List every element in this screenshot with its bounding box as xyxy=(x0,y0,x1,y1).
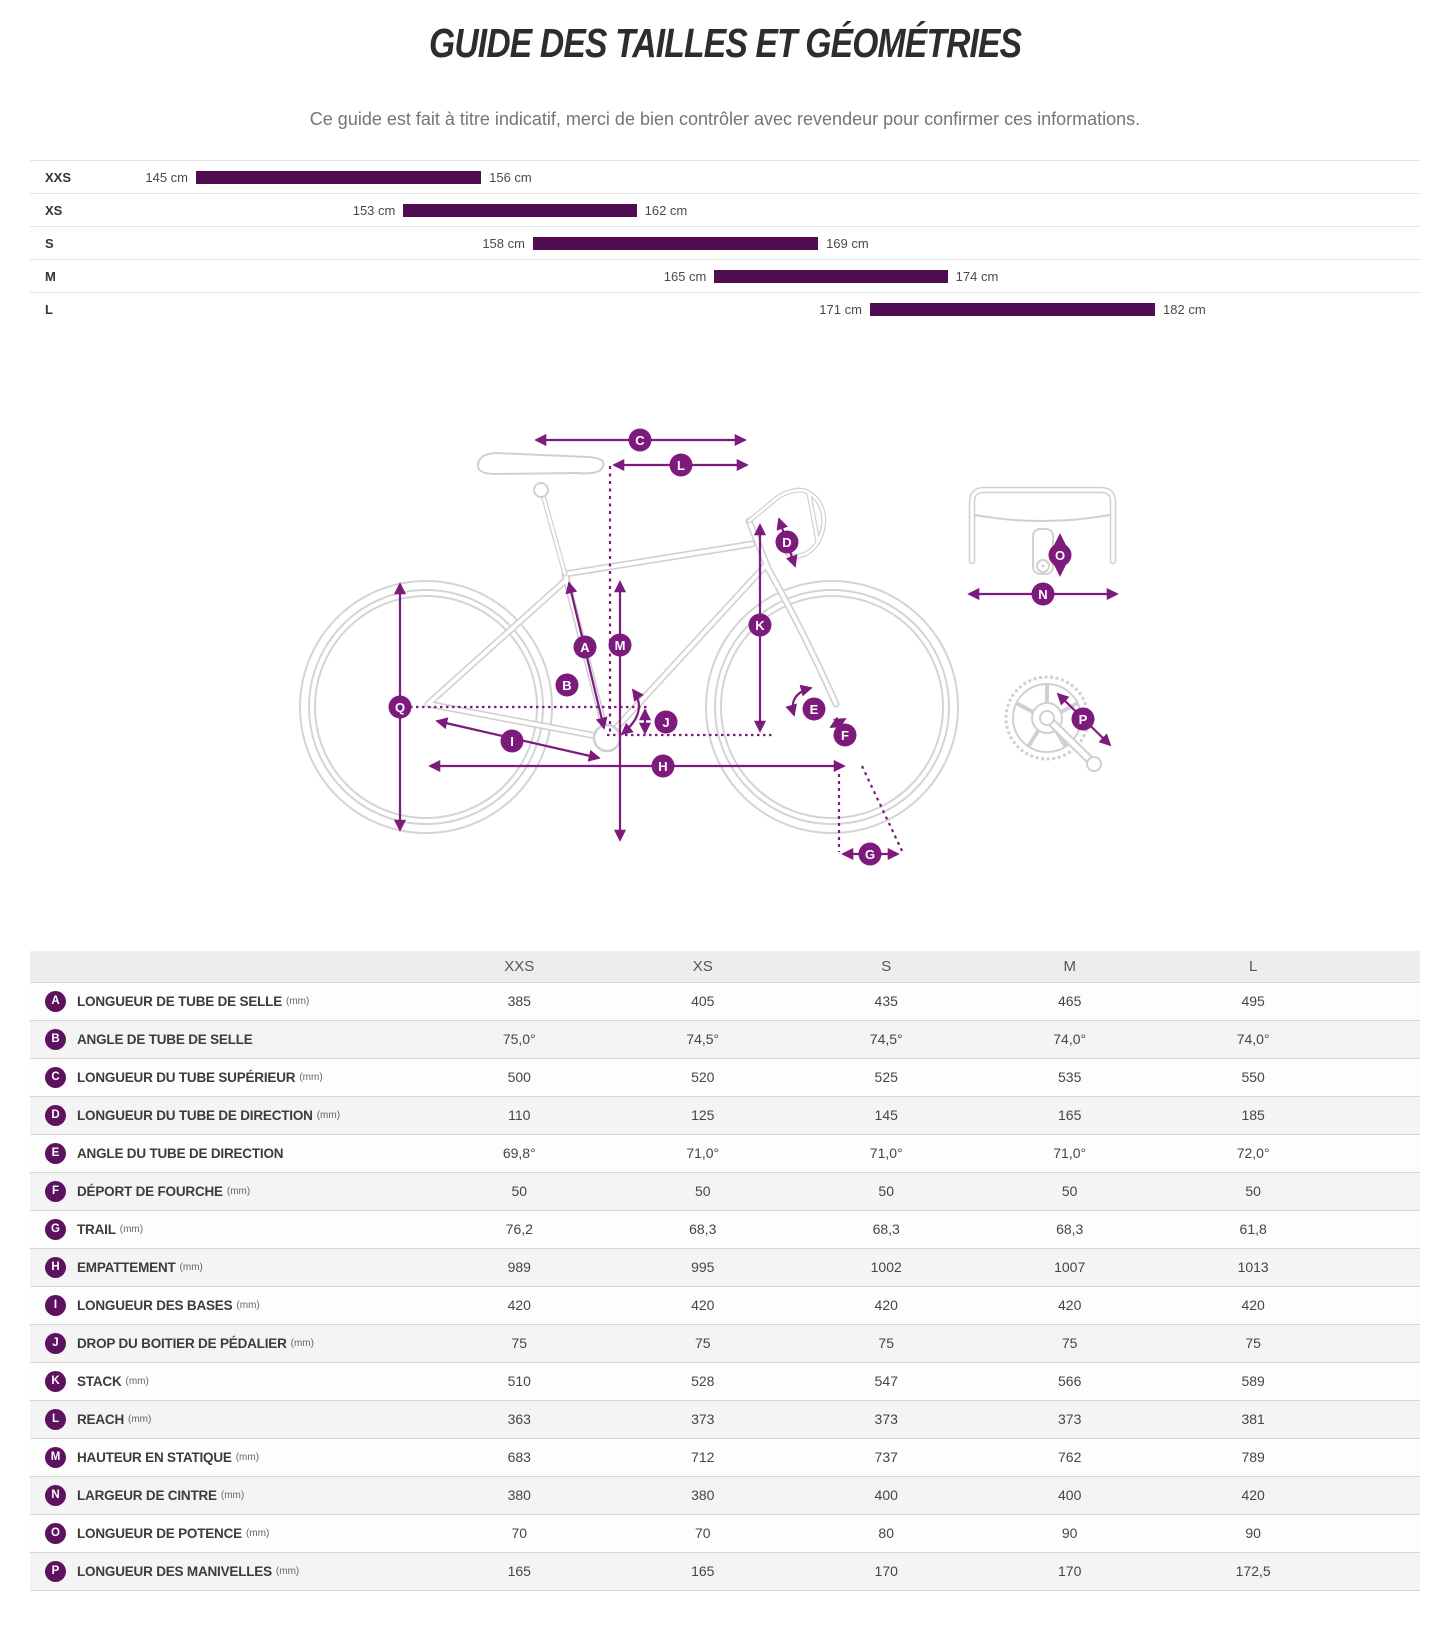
row-label: HAUTEUR EN STATIQUE xyxy=(77,1449,232,1465)
value-cell: 185 xyxy=(1241,1107,1265,1123)
bar-max-value: 169 cm xyxy=(826,236,869,251)
marker-E xyxy=(803,698,826,721)
marker-G xyxy=(859,843,882,866)
bottom-bracket xyxy=(594,725,620,751)
table-row xyxy=(30,1096,1420,1134)
letter-badge: L xyxy=(45,1409,66,1430)
column-header-m: M xyxy=(978,951,1161,982)
marker-J xyxy=(655,711,678,734)
marker-N xyxy=(1032,583,1055,606)
value-cell: 380 xyxy=(507,1487,531,1503)
marker-letter: K xyxy=(755,618,765,633)
value-cell: 70 xyxy=(511,1525,528,1541)
size-label: M xyxy=(45,269,56,284)
table-row xyxy=(30,1020,1420,1058)
table-row xyxy=(30,1514,1420,1552)
value-cell: 165 xyxy=(691,1563,715,1579)
bar-min-value: 171 cm xyxy=(819,302,862,317)
value-cell: 165 xyxy=(507,1563,531,1579)
marker-Q xyxy=(389,696,412,719)
letter-badge: C xyxy=(45,1067,66,1088)
value-cell: 172,5 xyxy=(1235,1563,1271,1579)
value-cell: 74,0° xyxy=(1053,1031,1087,1047)
value-cell: 712 xyxy=(691,1449,715,1465)
row-label: LONGUEUR DU TUBE SUPÉRIEUR xyxy=(77,1069,296,1085)
value-cell: 535 xyxy=(1058,1069,1082,1085)
value-cell: 405 xyxy=(691,993,715,1009)
spacer-cell xyxy=(1345,1134,1420,1172)
size-label: XXS xyxy=(45,170,72,185)
row-unit: (mm) xyxy=(290,1337,314,1349)
table-row xyxy=(30,1476,1420,1514)
value-cell: 547 xyxy=(874,1373,898,1389)
marker-L xyxy=(670,454,693,477)
marker-K xyxy=(749,614,772,637)
geometry-table-section xyxy=(30,951,1420,1591)
row-label-cell xyxy=(30,1476,428,1514)
bar-min-value: 165 cm xyxy=(663,269,707,284)
bar-max-value: 174 cm xyxy=(955,269,999,284)
table-row xyxy=(30,1438,1420,1476)
marker-letter: B xyxy=(562,678,572,693)
value-cell: 989 xyxy=(507,1259,531,1275)
marker-letter: H xyxy=(658,759,668,774)
marker-letter: Q xyxy=(394,700,406,715)
value-cell: 510 xyxy=(507,1373,531,1389)
value-cell: 381 xyxy=(1241,1411,1265,1427)
size-label: L xyxy=(45,302,53,317)
marker-letter: M xyxy=(614,638,626,653)
value-cell: 420 xyxy=(1241,1297,1265,1313)
value-cell: 50 xyxy=(878,1183,894,1199)
measurement-lines xyxy=(392,440,1117,854)
value-cell: 61,8 xyxy=(1239,1221,1267,1237)
value-cell: 373 xyxy=(1058,1411,1082,1427)
value-cell: 683 xyxy=(507,1449,531,1465)
row-unit: (mm) xyxy=(299,1071,323,1083)
row-label-cell xyxy=(30,1096,428,1134)
marker-I xyxy=(501,730,524,753)
page-title: GUIDE DES TAILLES ET GÉOMÉTRIES xyxy=(428,20,1022,66)
height-range-bar xyxy=(714,270,947,283)
row-unit: (mm) xyxy=(236,1299,260,1311)
geometry-table-header-row xyxy=(30,951,1420,982)
front-wheel xyxy=(706,581,958,833)
marker-A xyxy=(574,636,597,659)
letter-badge: O xyxy=(45,1523,66,1544)
header-spacer-cell xyxy=(1345,951,1420,982)
value-cell: 50 xyxy=(1245,1183,1261,1199)
spacer-cell xyxy=(1345,1096,1420,1134)
value-cell: 380 xyxy=(691,1487,715,1503)
marker-letter: N xyxy=(1038,587,1048,602)
row-label-cell xyxy=(30,1362,428,1400)
row-label: DROP DU BOITIER DE PÉDALIER xyxy=(77,1335,287,1351)
value-cell: 737 xyxy=(874,1449,898,1465)
row-label-cell xyxy=(30,1248,428,1286)
row-unit: (mm) xyxy=(286,995,310,1007)
bike-cockpit-outline xyxy=(541,488,824,574)
value-cell: 74,5° xyxy=(686,1031,720,1047)
row-label-cell xyxy=(30,982,428,1020)
value-cell: 68,3 xyxy=(872,1221,900,1237)
size-label: S xyxy=(45,236,54,251)
geometry-table xyxy=(30,951,1420,1591)
marker-H xyxy=(652,755,675,778)
marker-letter: E xyxy=(809,702,819,717)
row-label: LARGEUR DE CINTRE xyxy=(77,1487,217,1503)
value-cell: 75 xyxy=(878,1335,894,1351)
value-cell: 520 xyxy=(691,1069,715,1085)
row-label: LONGUEUR DE POTENCE xyxy=(77,1525,242,1541)
row-unit: (mm) xyxy=(119,1223,144,1235)
table-row xyxy=(30,982,1420,1020)
letter-badge: P xyxy=(45,1561,66,1582)
value-cell: 789 xyxy=(1241,1449,1265,1465)
row-label: EMPATTEMENT xyxy=(77,1259,176,1275)
bar-min-value: 145 cm xyxy=(145,170,188,185)
height-range-bar xyxy=(403,204,636,217)
value-cell: 70 xyxy=(694,1525,711,1541)
letter-badge: K xyxy=(45,1371,66,1392)
value-cell: 125 xyxy=(691,1107,715,1123)
spacer-cell xyxy=(1345,1324,1420,1362)
column-header-xxs: XXS xyxy=(428,951,611,982)
value-cell: 420 xyxy=(691,1297,715,1313)
value-cell: 145 xyxy=(874,1107,898,1123)
size-row xyxy=(30,160,1420,193)
letter-badge: M xyxy=(45,1447,66,1468)
letter-badge: I xyxy=(45,1295,66,1316)
marker-P xyxy=(1072,708,1095,731)
spacer-cell xyxy=(1345,1362,1420,1400)
value-cell: 589 xyxy=(1241,1373,1265,1389)
value-cell: 75 xyxy=(511,1335,528,1351)
spacer-cell xyxy=(1345,1058,1420,1096)
value-cell: 385 xyxy=(507,993,531,1009)
value-cell: 165 xyxy=(1058,1107,1082,1123)
value-cell: 50 xyxy=(1061,1183,1078,1199)
marker-M xyxy=(609,634,632,657)
column-header-s: S xyxy=(794,951,977,982)
spacer-cell xyxy=(1345,1438,1420,1476)
marker-letter: C xyxy=(635,433,645,448)
row-label-cell xyxy=(30,1172,428,1210)
row-label: LONGUEUR DE TUBE DE SELLE xyxy=(77,993,283,1009)
row-label-cell xyxy=(30,1134,428,1172)
marker-letter: J xyxy=(662,715,670,730)
spacer-cell xyxy=(1345,982,1420,1020)
table-row xyxy=(30,1172,1420,1210)
value-cell: 76,2 xyxy=(505,1221,533,1237)
value-cell: 75 xyxy=(1245,1335,1261,1351)
row-unit: (mm) xyxy=(179,1261,203,1273)
value-cell: 75,0° xyxy=(502,1031,536,1047)
marker-letter: D xyxy=(782,535,792,550)
table-row xyxy=(30,1210,1420,1248)
table-row xyxy=(30,1552,1420,1590)
spacer-cell xyxy=(1345,1020,1420,1058)
height-range-bar xyxy=(870,303,1155,316)
value-cell: 75 xyxy=(694,1335,711,1351)
row-label-cell xyxy=(30,1058,428,1096)
marker-letter: G xyxy=(864,847,876,862)
size-label: XS xyxy=(45,203,63,218)
letter-badge: A xyxy=(45,991,66,1012)
value-cell: 71,0° xyxy=(1053,1145,1087,1161)
row-label-cell xyxy=(30,1438,428,1476)
value-cell: 420 xyxy=(1058,1297,1082,1313)
table-row xyxy=(30,1362,1420,1400)
value-cell: 420 xyxy=(507,1297,531,1313)
letter-badge: G xyxy=(45,1219,66,1240)
bar-min-value: 153 cm xyxy=(352,203,396,218)
value-cell: 373 xyxy=(874,1411,898,1427)
marker-letter: F xyxy=(841,728,849,743)
page-subtitle: Ce guide est fait à titre indicatif, merci de bien contrôler avec revendeur pour confirmer ces informations. xyxy=(309,109,1141,129)
bar-max-value: 156 cm xyxy=(489,170,532,185)
marker-letter: L xyxy=(677,458,685,473)
size-row xyxy=(30,292,1420,325)
value-cell: 80 xyxy=(878,1525,894,1541)
spacer-cell xyxy=(1345,1172,1420,1210)
value-cell: 363 xyxy=(507,1411,531,1427)
spacer-cell xyxy=(1345,1248,1420,1286)
row-label-cell xyxy=(30,1514,428,1552)
table-row xyxy=(30,1134,1420,1172)
size-row xyxy=(30,193,1420,226)
value-cell: 373 xyxy=(691,1411,715,1427)
row-unit: (mm) xyxy=(125,1375,149,1387)
value-cell: 72,0° xyxy=(1236,1145,1270,1161)
bar-max-value: 162 cm xyxy=(644,203,688,218)
row-label: REACH xyxy=(77,1411,125,1427)
value-cell: 90 xyxy=(1245,1525,1261,1541)
header-empty-cell xyxy=(30,951,428,982)
bike-cockpit-inner xyxy=(541,488,824,574)
table-row xyxy=(30,1248,1420,1286)
row-label: ANGLE DU TUBE DE DIRECTION xyxy=(77,1145,284,1161)
row-label: ANGLE DE TUBE DE SELLE xyxy=(77,1031,253,1047)
value-cell: 69,8° xyxy=(502,1145,536,1161)
value-cell: 1013 xyxy=(1237,1259,1269,1275)
value-cell: 110 xyxy=(508,1107,531,1123)
value-cell: 71,0° xyxy=(686,1145,720,1161)
table-row xyxy=(30,1286,1420,1324)
row-label-cell xyxy=(30,1552,428,1590)
marker-D xyxy=(776,531,799,554)
row-unit: (mm) xyxy=(316,1109,341,1121)
value-cell: 566 xyxy=(1058,1373,1082,1389)
value-cell: 75 xyxy=(1061,1335,1078,1351)
row-label: LONGUEUR DES BASES xyxy=(77,1297,233,1313)
table-row xyxy=(30,1400,1420,1438)
row-unit: (mm) xyxy=(128,1413,152,1425)
row-label-cell xyxy=(30,1286,428,1324)
row-label: STACK xyxy=(77,1373,122,1389)
marker-letter: O xyxy=(1054,548,1066,563)
row-unit: (mm) xyxy=(275,1565,300,1577)
column-header-l: L xyxy=(1161,951,1344,982)
value-cell: 435 xyxy=(874,993,898,1009)
value-cell: 550 xyxy=(1241,1069,1265,1085)
value-cell: 68,3 xyxy=(689,1221,717,1237)
value-cell: 170 xyxy=(1058,1563,1082,1579)
letter-badge: F xyxy=(45,1181,66,1202)
letter-badge: E xyxy=(45,1143,66,1164)
row-label-cell xyxy=(30,1324,428,1362)
row-label: LONGUEUR DU TUBE DE DIRECTION xyxy=(77,1107,313,1123)
row-label: TRAIL xyxy=(77,1221,116,1237)
spacer-cell xyxy=(1345,1400,1420,1438)
value-cell: 1007 xyxy=(1054,1259,1086,1275)
bar-min-value: 158 cm xyxy=(482,236,525,251)
bike-frame-inner xyxy=(428,521,836,738)
spacer-cell xyxy=(1345,1210,1420,1248)
value-cell: 74,0° xyxy=(1236,1031,1270,1047)
bike-frame-outline xyxy=(428,521,836,738)
table-row xyxy=(30,1058,1420,1096)
row-unit: (mm) xyxy=(235,1451,260,1463)
size-chart xyxy=(30,160,1420,325)
value-cell: 90 xyxy=(1061,1525,1078,1541)
row-label-cell xyxy=(30,1020,428,1058)
marker-letter: P xyxy=(1078,712,1088,727)
height-range-bar xyxy=(533,237,818,250)
marker-O xyxy=(1049,544,1072,567)
value-cell: 420 xyxy=(1241,1487,1265,1503)
spacer-cell xyxy=(1345,1552,1420,1590)
spacer-cell xyxy=(1345,1476,1420,1514)
value-cell: 495 xyxy=(1241,993,1265,1009)
spacer-cell xyxy=(1345,1514,1420,1552)
value-cell: 500 xyxy=(507,1069,531,1085)
marker-letter: I xyxy=(510,734,514,749)
value-cell: 71,0° xyxy=(869,1145,903,1161)
row-unit: (mm) xyxy=(245,1527,270,1539)
letter-badge: H xyxy=(45,1257,66,1278)
spacer-cell xyxy=(1345,1286,1420,1324)
value-cell: 465 xyxy=(1058,993,1082,1009)
letter-badge: B xyxy=(45,1029,66,1050)
saddle xyxy=(478,453,603,497)
trail-axis-dashed xyxy=(862,766,903,853)
bike-geometry-svg xyxy=(30,381,1420,896)
letter-badge: N xyxy=(45,1485,66,1506)
letter-badge: D xyxy=(45,1105,66,1126)
letter-badge: J xyxy=(45,1333,66,1354)
value-cell: 170 xyxy=(874,1563,898,1579)
height-range-bar xyxy=(196,171,481,184)
marker-B xyxy=(556,674,579,697)
size-row xyxy=(30,226,1420,259)
row-label-cell xyxy=(30,1400,428,1438)
value-cell: 50 xyxy=(694,1183,711,1199)
value-cell: 420 xyxy=(874,1297,898,1313)
value-cell: 525 xyxy=(874,1069,898,1085)
marker-C xyxy=(629,429,652,452)
value-cell: 762 xyxy=(1058,1449,1082,1465)
size-row xyxy=(30,259,1420,292)
row-label: LONGUEUR DES MANIVELLES xyxy=(77,1563,272,1579)
bar-max-value: 182 cm xyxy=(1163,302,1206,317)
marker-F xyxy=(834,724,857,747)
row-label: DÉPORT DE FOURCHE xyxy=(77,1183,223,1199)
page-header xyxy=(30,14,1420,130)
table-row xyxy=(30,1324,1420,1362)
column-header-xs: XS xyxy=(611,951,794,982)
handlebar-front-view xyxy=(972,490,1113,574)
geometry-diagram xyxy=(30,381,1420,896)
value-cell: 400 xyxy=(874,1487,898,1503)
value-cell: 995 xyxy=(691,1259,715,1275)
value-cell: 68,3 xyxy=(1056,1221,1084,1237)
value-cell: 528 xyxy=(691,1373,715,1389)
value-cell: 50 xyxy=(511,1183,528,1199)
value-cell: 400 xyxy=(1058,1487,1082,1503)
marker-letter: A xyxy=(580,640,590,655)
value-cell: 74,5° xyxy=(869,1031,903,1047)
row-label-cell xyxy=(30,1210,428,1248)
value-cell: 1002 xyxy=(870,1259,902,1275)
row-unit: (mm) xyxy=(220,1489,245,1501)
row-unit: (mm) xyxy=(226,1185,251,1197)
